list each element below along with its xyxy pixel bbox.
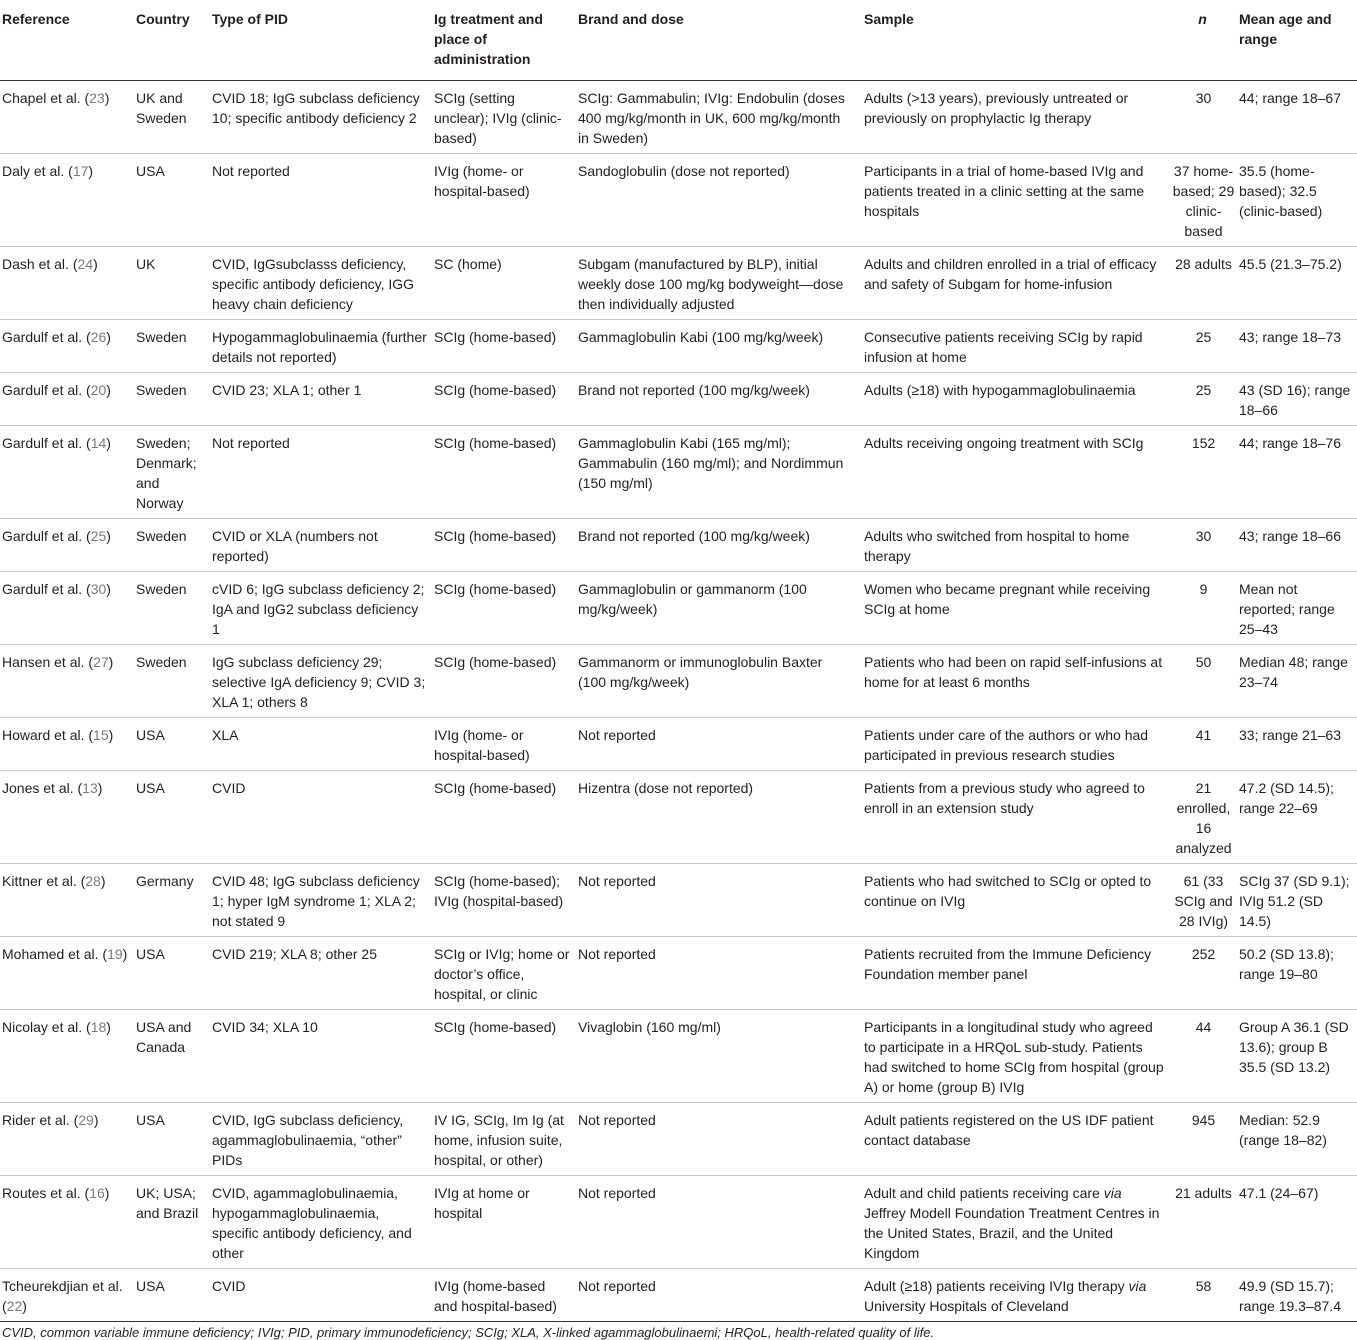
reference-close: ) <box>22 1298 27 1314</box>
cell-reference <box>0 1103 134 1176</box>
reference-link[interactable]: 27 <box>93 654 109 670</box>
reference-close: ) <box>106 382 111 398</box>
cell-sample: Women who became pregnant while receiving SCIg at home <box>864 581 1151 617</box>
cell-ig-treatment: IVIg (home-based and hospital-based) <box>434 1278 557 1314</box>
cell-reference <box>0 645 134 718</box>
cell-type-of-pid: XLA <box>212 727 239 743</box>
cell-sample: Patients who had switched to SCIg or opted to continue on IVIg <box>864 873 1152 909</box>
cell-brand-and-dose: Brand not reported (100 mg/kg/week) <box>578 382 810 398</box>
reference-author: Howard et al. ( <box>2 727 94 743</box>
reference-author: Tcheurekdjian et al. ( <box>2 1278 123 1314</box>
cell-sample: Consecutive patients receiving SCIg by rapid infusion at home <box>864 329 1143 365</box>
cell-brand-and-dose: SCIg: Gammabulin; IVIg: Endobulin (doses 400 mg/kg/month in UK, 600 mg/kg/month in Sweden) <box>578 90 845 146</box>
reference-author: Chapel et al. ( <box>2 90 90 106</box>
cell-country: USA <box>136 1112 165 1128</box>
reference-link[interactable]: 29 <box>78 1112 94 1128</box>
table-row <box>0 519 1357 572</box>
cell-n: 21 enrolled, 16 analyzed <box>1175 780 1232 856</box>
cell-brand-and-dose: Not reported <box>578 1185 656 1201</box>
cell-mean-age: 47.2 (SD 14.5); range 22–69 <box>1239 780 1334 816</box>
cell-country: USA <box>136 727 165 743</box>
reference-close: ) <box>108 654 114 670</box>
cell-sample <box>856 1269 1170 1322</box>
reference-close: ) <box>108 727 114 743</box>
cell-type-of-pid: CVID, agammaglobulinaemia, hypogammaglobulinaemia, specific antibody deficiency, and other <box>212 1185 412 1261</box>
cell-type-of-pid: CVID, IgG subclass deficiency, agammaglobulinaemia, “other” PIDs <box>212 1112 404 1168</box>
header-country: Country <box>136 11 190 27</box>
reference-link[interactable]: 13 <box>82 780 98 796</box>
cell-ig-treatment: SCIg (home-based) <box>434 581 557 597</box>
cell-brand-and-dose: Vivaglobin (160 mg/ml) <box>578 1019 721 1035</box>
cell-sample: Patients recruited from the Immune Deficiency Foundation member panel <box>864 946 1152 982</box>
cell-country: USA and Canada <box>136 1019 192 1055</box>
reference-close: ) <box>93 1112 99 1128</box>
cell-ig-treatment: IVIg (home- or hospital-based) <box>434 727 530 763</box>
cell-brand-and-dose: Sandoglobulin (dose not reported) <box>578 163 790 179</box>
cell-ig-treatment: SCIg (home-based) <box>434 780 557 796</box>
reference-link[interactable]: 28 <box>85 873 101 889</box>
cell-sample: Adult patients registered on the US IDF patient contact database <box>864 1112 1154 1148</box>
cell-ig-treatment: SCIg or IVIg; home or doctor’s office, hospital, or clinic <box>434 946 570 1002</box>
reference-author: Gardulf et al. ( <box>2 435 91 451</box>
cell-type-of-pid: CVID 18; IgG subclass deficiency 10; specific antibody deficiency 2 <box>212 90 420 126</box>
cell-mean-age: 45.5 (21.3–75.2) <box>1239 256 1342 272</box>
reference-author: Gardulf et al. ( <box>2 581 91 597</box>
cell-type-of-pid: CVID 23; XLA 1; other 1 <box>212 382 362 398</box>
cell-ig-treatment: SCIg (home-based) <box>434 654 557 670</box>
cell-reference <box>0 937 134 1010</box>
cell-mean-age: Median: 52.9 (range 18–82) <box>1239 1112 1327 1148</box>
cell-reference <box>0 81 134 154</box>
header-ig-treatment: Ig treatment and place of administration <box>434 11 543 67</box>
cell-reference <box>0 247 134 320</box>
cell-ig-treatment: SCIg (home-based) <box>434 435 557 451</box>
reference-link[interactable]: 20 <box>90 382 107 398</box>
cell-country: Germany <box>136 873 194 889</box>
table-row <box>0 572 1357 645</box>
cell-type-of-pid: CVID 34; XLA 10 <box>212 1019 318 1035</box>
cell-n: 28 adults <box>1175 256 1232 272</box>
header-type-of-pid: Type of PID <box>212 11 288 27</box>
cell-country: UK <box>136 256 156 272</box>
cell-type-of-pid: Hypogammaglobulinaemia (further details not reported) <box>212 329 427 365</box>
cell-reference <box>0 1176 134 1269</box>
cell-reference <box>0 864 134 937</box>
cell-n: 252 <box>1191 946 1216 962</box>
cell-ig-treatment: SCIg (home-based) <box>434 1019 557 1035</box>
cell-mean-age: 43; range 18–73 <box>1239 329 1341 345</box>
sample-text: University Hospitals of Cleveland <box>864 1298 1069 1314</box>
cell-country: USA <box>136 163 165 179</box>
table-row <box>0 426 1357 519</box>
header-brand-and-dose: Brand and dose <box>578 11 684 27</box>
header-mean-age: Mean age and range <box>1239 11 1332 47</box>
cell-reference <box>0 519 134 572</box>
cell-n: 30 <box>1195 90 1212 106</box>
table-row <box>0 154 1357 247</box>
reference-close: ) <box>97 780 103 796</box>
table-row <box>0 771 1357 864</box>
cell-sample: Adults who switched from hospital to home therapy <box>864 528 1130 564</box>
cell-mean-age: 43; range 18–66 <box>1239 528 1341 544</box>
cell-n: 58 <box>1195 1278 1212 1294</box>
cell-reference <box>0 426 134 519</box>
table-row <box>0 81 1357 154</box>
reference-author: Jones et al. ( <box>2 780 83 796</box>
reference-link[interactable]: 19 <box>107 946 123 962</box>
cell-country: UK; USA; and Brazil <box>136 1185 199 1221</box>
cell-n: 61 (33 SCIg and 28 IVIg) <box>1174 873 1233 929</box>
reference-author: Daly et al. ( <box>2 163 73 179</box>
reference-close: ) <box>106 528 111 544</box>
cell-mean-age: 44; range 18–67 <box>1239 90 1341 106</box>
cell-country: Sweden <box>136 528 187 544</box>
cell-ig-treatment: IV IG, SCIg, Im Ig (at home, infusion suite, hospital, or other) <box>434 1112 564 1168</box>
sample-text: Jeffrey Modell Foundation Treatment Centres in the United States, Brazil, and the United Kingdom <box>864 1205 1160 1261</box>
cell-mean-age: Median 48; range 23–74 <box>1239 654 1348 690</box>
cell-ig-treatment: SCIg (home-based) <box>434 382 557 398</box>
table-row <box>0 864 1357 937</box>
cell-n: 25 <box>1195 329 1212 345</box>
table-row <box>0 645 1357 718</box>
sample-emphasis: via <box>1128 1278 1147 1294</box>
reference-link[interactable]: 30 <box>90 581 107 597</box>
cell-brand-and-dose: Subgam (manufactured by BLP), initial weekly dose 100 mg/kg bodyweight—dose then individually adjusted <box>578 256 844 312</box>
cell-reference <box>0 572 134 645</box>
reference-author: Gardulf et al. ( <box>2 382 91 398</box>
cell-sample: Adults and children enrolled in a trial of efficacy and safety of Subgam for home-infusion <box>864 256 1157 292</box>
cell-mean-age: Mean not reported; range 25–43 <box>1239 581 1335 637</box>
cell-brand-and-dose: Not reported <box>578 1278 656 1294</box>
table-row <box>0 373 1357 426</box>
cell-country: USA <box>136 780 165 796</box>
cell-country: USA <box>136 946 165 962</box>
cell-country: Sweden <box>136 654 187 670</box>
reference-close: ) <box>100 873 106 889</box>
reference-author: Dash et al. ( <box>2 256 78 272</box>
reference-link[interactable]: 23 <box>89 90 105 106</box>
cell-brand-and-dose: Not reported <box>578 727 656 743</box>
cell-type-of-pid: CVID or XLA (numbers not reported) <box>212 528 378 564</box>
cell-n: 41 <box>1195 727 1212 743</box>
reference-link[interactable]: 22 <box>6 1298 23 1314</box>
table-row <box>0 1103 1357 1176</box>
sample-emphasis: via <box>1103 1185 1122 1201</box>
table-row <box>0 1269 1357 1322</box>
cell-n: 44 <box>1195 1019 1212 1035</box>
cell-n: 21 adults <box>1175 1185 1232 1201</box>
cell-mean-age: Group A 36.1 (SD 13.6); group B 35.5 (SD 13.2) <box>1239 1019 1349 1075</box>
table-row <box>0 1010 1357 1103</box>
table-footnote: CVID, common variable immune deficiency; IVIg; PID, primary immunodeficiency; SCIg; XLA, X-linked agammaglobulinaemi; HRQoL, health-related quality of life. <box>2 1325 935 1340</box>
reference-close: ) <box>104 1185 110 1201</box>
reference-close: ) <box>104 90 110 106</box>
cell-reference <box>0 1010 134 1103</box>
header-n: n <box>1198 11 1207 27</box>
cell-type-of-pid: CVID, IgGsubclasss deficiency, specific antibody deficiency, IGG heavy chain deficiency <box>212 256 415 312</box>
cell-ig-treatment: SCIg (home-based) <box>434 528 557 544</box>
cell-ig-treatment: SCIg (setting unclear); IVIg (clinic-based) <box>434 90 562 146</box>
cell-mean-age: 50.2 (SD 13.8); range 19–80 <box>1239 946 1334 982</box>
cell-sample: Adults (>13 years), previously untreated or previously on prophylactic Ig therapy <box>864 90 1129 126</box>
cell-n: 50 <box>1195 654 1212 670</box>
cell-sample: Participants in a longitudinal study who agreed to participate in a HRQoL sub-study. Patients had switched to home SCIg from hospital (group A) or home (group B) IVIg <box>864 1019 1164 1095</box>
reference-author: Gardulf et al. ( <box>2 528 91 544</box>
reference-link[interactable]: 16 <box>89 1185 105 1201</box>
cell-brand-and-dose: Not reported <box>578 873 656 889</box>
reference-author: Nicolay et al. ( <box>2 1019 91 1035</box>
reference-author: Hansen et al. ( <box>2 654 94 670</box>
cell-reference <box>0 1269 134 1322</box>
header-reference: Reference <box>2 11 70 27</box>
cell-reference <box>0 718 134 771</box>
cell-brand-and-dose: Gammaglobulin or gammanorm (100 mg/kg/week) <box>578 581 807 617</box>
cell-type-of-pid: IgG subclass deficiency 29; selective IgA deficiency 9; CVID 3; XLA 1; others 8 <box>212 654 426 710</box>
cell-n: 9 <box>1199 581 1208 597</box>
cell-country: Sweden <box>136 329 187 345</box>
reference-author: Rider et al. ( <box>2 1112 79 1128</box>
reference-close: ) <box>93 256 98 272</box>
cell-brand-and-dose: Gammaglobulin Kabi (100 mg/kg/week) <box>578 329 824 345</box>
cell-ig-treatment: SCIg (home-based) <box>434 329 557 345</box>
cell-country: Sweden <box>136 581 187 597</box>
reference-author: Routes et al. ( <box>2 1185 90 1201</box>
sample-text: Adult and child patients receiving care <box>864 1185 1104 1201</box>
header-sample: Sample <box>864 11 914 27</box>
table-header-row <box>0 0 1357 81</box>
sample-text: Adult (≥18) patients receiving IVIg therapy <box>864 1278 1129 1294</box>
cell-type-of-pid: Not reported <box>212 435 290 451</box>
table-row <box>0 320 1357 373</box>
cell-n: 152 <box>1191 435 1216 451</box>
reference-close: ) <box>122 946 128 962</box>
cell-sample: Patients under care of the authors or who had participated in previous research studies <box>864 727 1149 763</box>
cell-brand-and-dose: Not reported <box>578 946 656 962</box>
cell-brand-and-dose: Gammaglobulin Kabi (165 mg/ml); Gammabulin (160 mg/ml); and Nordimmun (150 mg/ml) <box>578 435 844 491</box>
cell-mean-age: 47.1 (24–67) <box>1239 1185 1319 1201</box>
cell-reference <box>0 154 134 247</box>
cell-sample: Participants in a trial of home-based IVIg and patients treated in a clinic setting at the same hospitals <box>864 163 1145 219</box>
reference-link[interactable]: 17 <box>72 163 89 179</box>
cell-mean-age: 35.5 (home-based); 32.5 (clinic-based) <box>1239 163 1323 219</box>
cell-mean-age: 44; range 18–76 <box>1239 435 1341 451</box>
reference-author: Kittner et al. ( <box>2 873 86 889</box>
reference-close: ) <box>106 435 111 451</box>
cell-type-of-pid: CVID <box>212 780 246 796</box>
reference-author: Mohamed et al. ( <box>2 946 108 962</box>
cell-sample <box>856 1176 1170 1269</box>
cell-mean-age: 43 (SD 16); range 18–66 <box>1239 382 1351 418</box>
table-row <box>0 1176 1357 1269</box>
cell-n: 945 <box>1191 1112 1216 1128</box>
cell-mean-age: 49.9 (SD 15.7); range 19.3–87.4 <box>1239 1278 1341 1314</box>
cell-country: Sweden <box>136 382 187 398</box>
table-row <box>0 937 1357 1010</box>
cell-reference <box>0 373 134 426</box>
table-body <box>0 81 1357 1322</box>
reference-link[interactable]: 14 <box>90 435 107 451</box>
cell-brand-and-dose: Hizentra (dose not reported) <box>578 780 754 796</box>
cell-reference <box>0 320 134 373</box>
reference-link[interactable]: 25 <box>90 528 107 544</box>
cell-ig-treatment: IVIg at home or hospital <box>434 1185 530 1221</box>
cell-country: Sweden; Denmark; and Norway <box>136 435 197 511</box>
cell-brand-and-dose: Not reported <box>578 1112 656 1128</box>
cell-mean-age: SCIg 37 (SD 9.1); IVIg 51.2 (SD 14.5) <box>1239 873 1350 929</box>
cell-sample: Patients from a previous study who agreed to enroll in an extension study <box>864 780 1145 816</box>
cell-n: 37 home-based; 29 clinic-based <box>1172 163 1235 239</box>
reference-link[interactable]: 24 <box>77 256 94 272</box>
reference-link[interactable]: 15 <box>93 727 109 743</box>
reference-author: Gardulf et al. ( <box>2 329 91 345</box>
cell-ig-treatment: IVIg (home- or hospital-based) <box>434 163 530 199</box>
cell-mean-age: 33; range 21–63 <box>1239 727 1341 743</box>
cell-type-of-pid: cVID 6; IgG subclass deficiency 2; IgA and IgG2 subclass deficiency 1 <box>212 581 425 637</box>
reference-close: ) <box>106 329 111 345</box>
cell-sample: Adults (≥18) with hypogammaglobulinaemia <box>864 382 1136 398</box>
cell-n: 25 <box>1195 382 1212 398</box>
cell-country: UK and Sweden <box>136 90 187 126</box>
cell-reference <box>0 771 134 864</box>
cell-ig-treatment: SC (home) <box>434 256 502 272</box>
cell-type-of-pid: CVID 219; XLA 8; other 25 <box>212 946 377 962</box>
reference-link[interactable]: 18 <box>90 1019 107 1035</box>
cell-sample: Adults receiving ongoing treatment with SCIg <box>864 435 1144 451</box>
reference-close: ) <box>106 1019 111 1035</box>
cell-n: 30 <box>1195 528 1212 544</box>
cell-type-of-pid: Not reported <box>212 163 290 179</box>
cell-country: USA <box>136 1278 165 1294</box>
cell-brand-and-dose: Gammanorm or immunoglobulin Baxter (100 mg/kg/week) <box>578 654 823 690</box>
reference-close: ) <box>106 581 111 597</box>
table-row <box>0 247 1357 320</box>
reference-link[interactable]: 26 <box>90 329 107 345</box>
cell-brand-and-dose: Brand not reported (100 mg/kg/week) <box>578 528 810 544</box>
cell-ig-treatment: SCIg (home-based); IVIg (hospital-based) <box>434 873 564 909</box>
cell-sample: Patients who had been on rapid self-infusions at home for at least 6 months <box>864 654 1163 690</box>
cell-type-of-pid: CVID <box>212 1278 246 1294</box>
reference-close: ) <box>88 163 94 179</box>
table-row <box>0 718 1357 771</box>
cell-type-of-pid: CVID 48; IgG subclass deficiency 1; hyper IgM syndrome 1; XLA 2; not stated 9 <box>212 873 420 929</box>
